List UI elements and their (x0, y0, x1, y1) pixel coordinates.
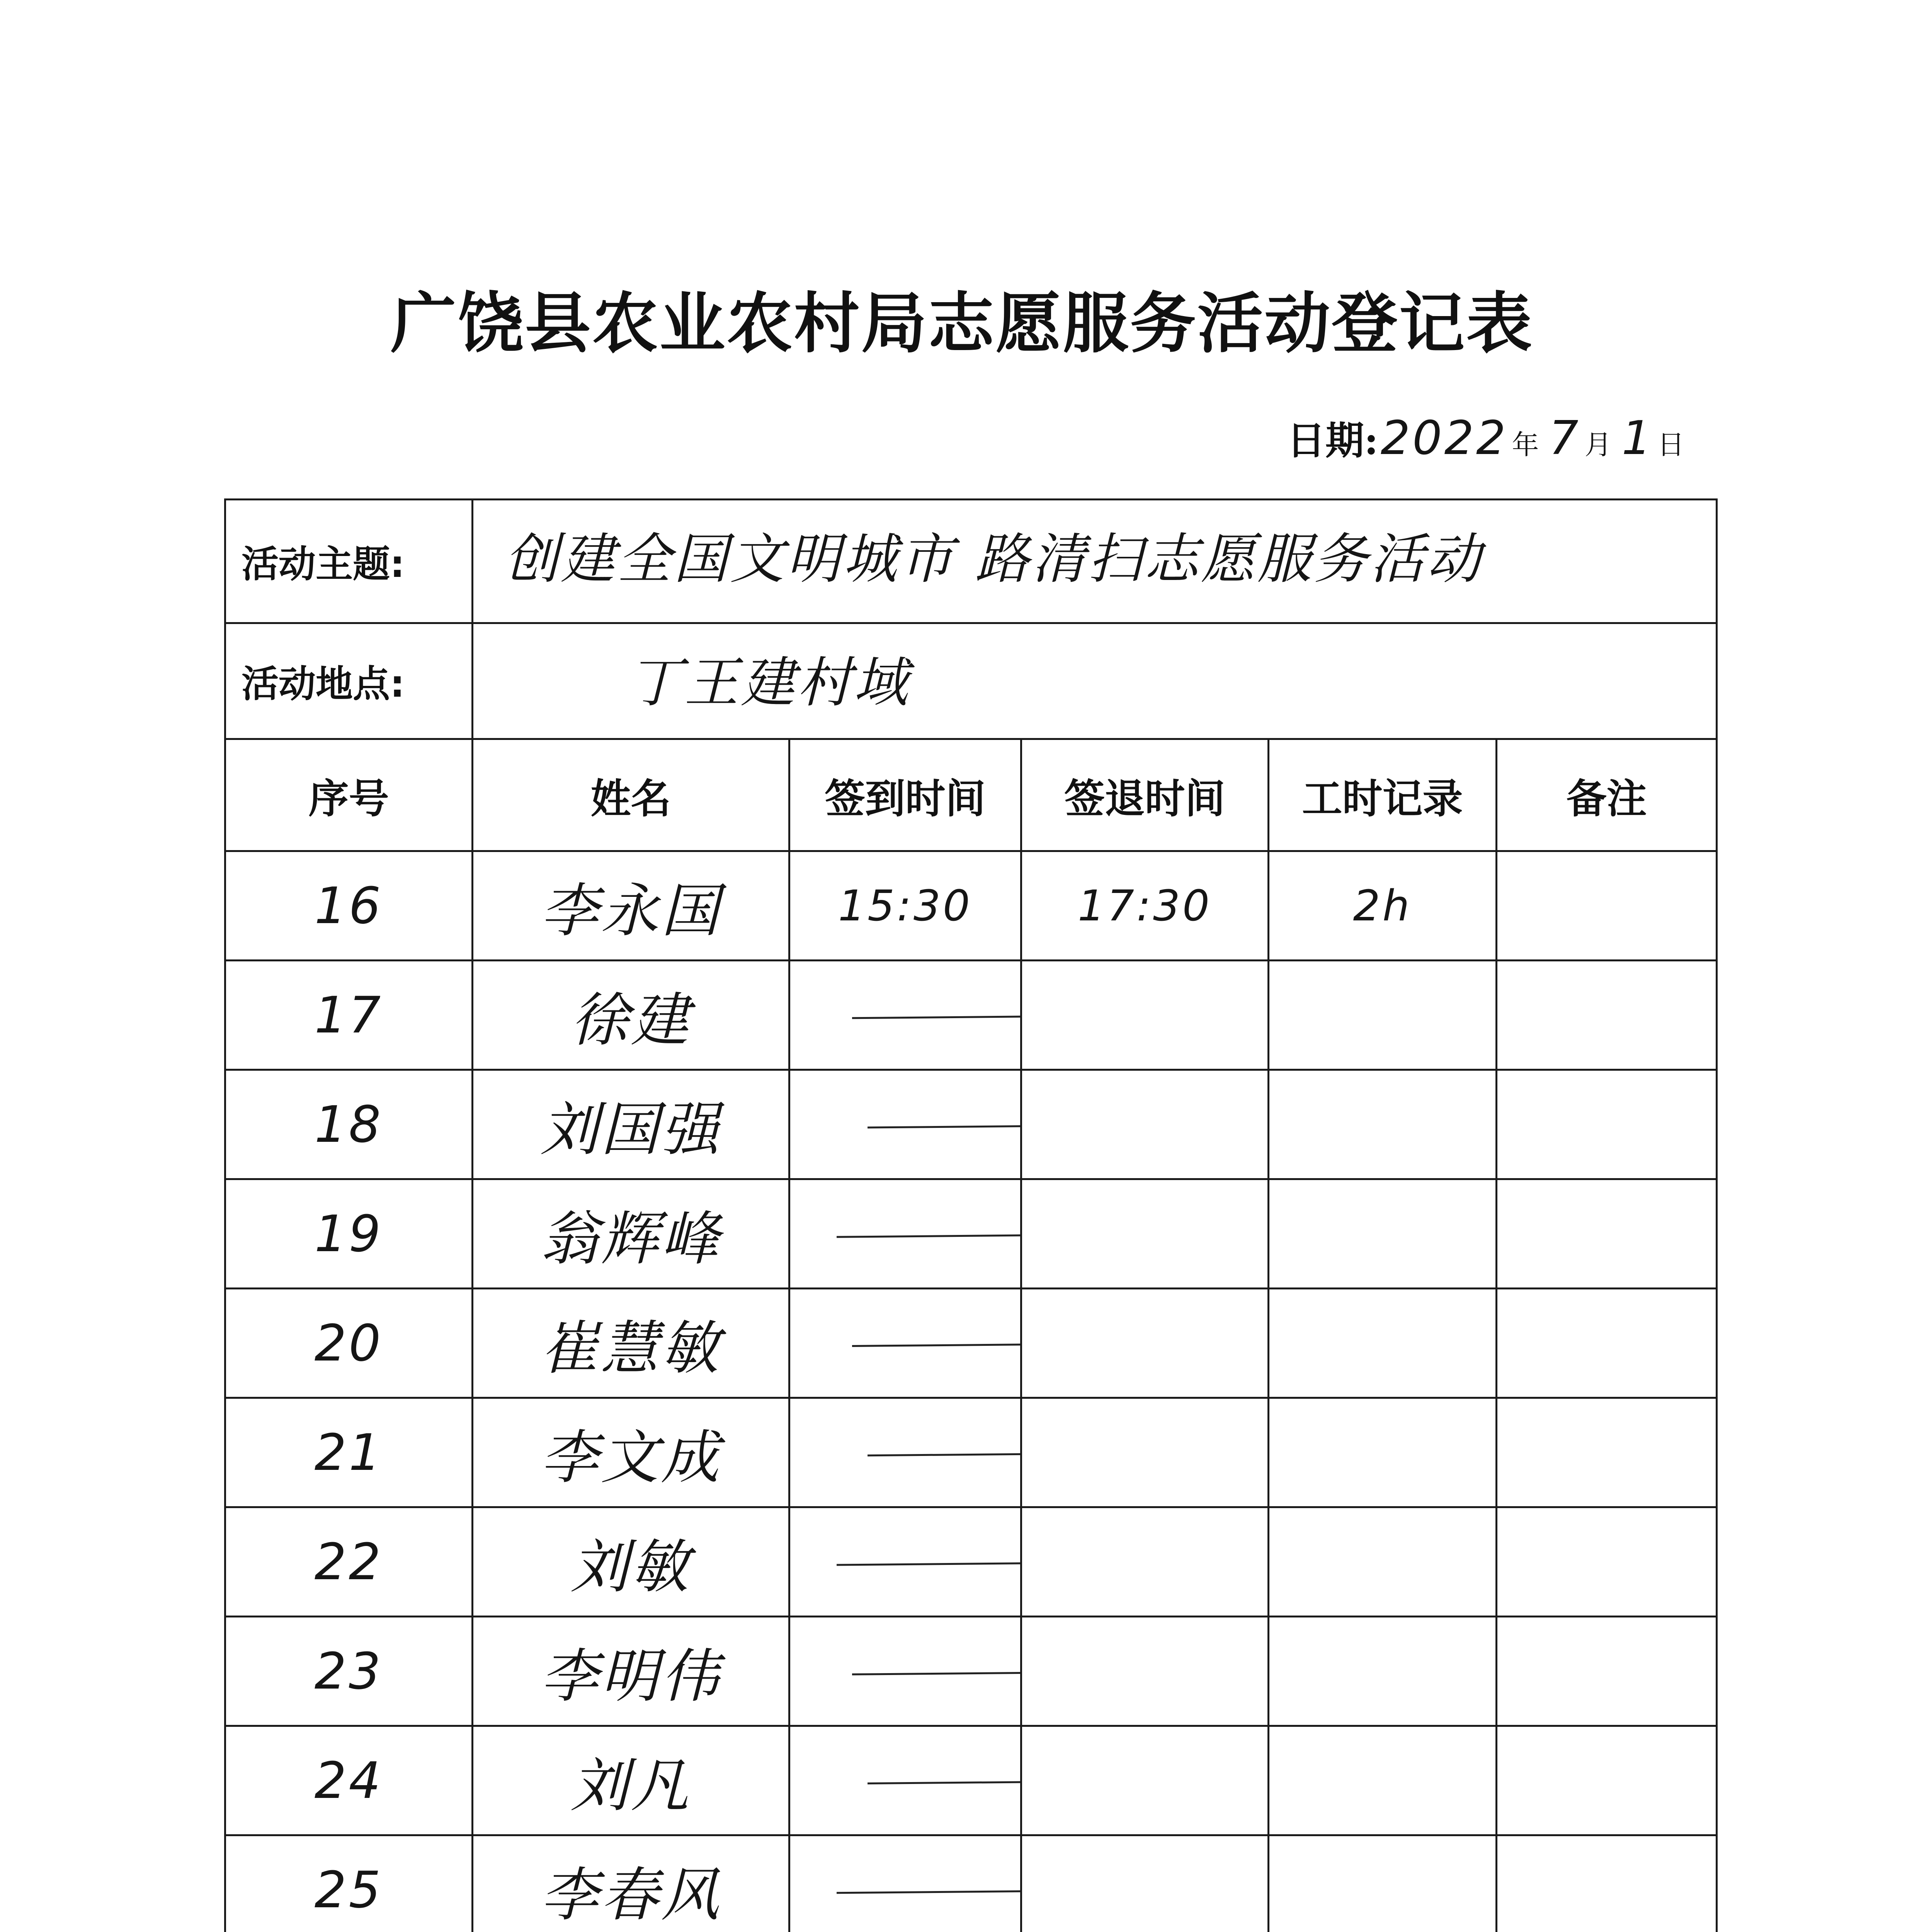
cell-seq: 19 (314, 1204, 383, 1263)
dash-line (852, 1341, 1021, 1347)
cell-remark-box (1497, 1070, 1717, 1179)
cell-hours-box (1269, 1617, 1497, 1726)
cell-sign-in-box (789, 1726, 1021, 1835)
form-title: 广饶县农业农村局志愿服务活动登记表 (390, 285, 1534, 362)
date-line (1287, 410, 1692, 475)
theme-value: 创建全国文明城市 路清扫志愿服务活动 (504, 528, 1483, 591)
cell-seq-box (225, 1726, 473, 1835)
cell-remark-box (1497, 1726, 1717, 1835)
col-header-sign-in: 签到时间 (789, 739, 1021, 851)
cell-name: 刘凡 (570, 1752, 691, 1820)
cell-seq-box (225, 1289, 473, 1398)
table-row (225, 961, 1717, 1070)
cell-seq-box (225, 1179, 473, 1289)
cell-name: 翁辉峰 (540, 1206, 721, 1273)
table-row (225, 1179, 1717, 1289)
cell-hours-box (1269, 1289, 1497, 1398)
date-month-unit: 月 (1584, 429, 1612, 461)
cell-sign-out-box (1021, 1398, 1269, 1507)
cell-remark-box (1497, 851, 1717, 961)
col-header-hours: 工时记录 (1269, 739, 1497, 851)
cell-seq-box (225, 1835, 473, 1932)
cell-sign-in-box (789, 1617, 1021, 1726)
dash-line (868, 1451, 1021, 1457)
location-value-cell (473, 623, 1717, 739)
date-day-unit: 日 (1657, 429, 1685, 461)
cell-seq: 17 (314, 986, 383, 1044)
cell-name: 刘国强 (540, 1096, 721, 1163)
cell-name-box (473, 1835, 789, 1932)
cell-remark-box (1497, 1179, 1717, 1289)
cell-seq-box (225, 1617, 473, 1726)
table-row (225, 1617, 1717, 1726)
cell-sign-in-box (789, 1507, 1021, 1617)
date-year: 2022 (1380, 412, 1508, 465)
cell-name-box (473, 1617, 789, 1726)
cell-seq: 21 (314, 1423, 383, 1482)
cell-name-box (473, 961, 789, 1070)
theme-label: 活动主题: (225, 500, 473, 623)
cell-sign-out-box (1021, 1289, 1269, 1398)
cell-sign-in-box (789, 851, 1021, 961)
cell-name: 李明伟 (540, 1643, 721, 1710)
theme-value-cell (473, 500, 1717, 623)
cell-hours-box (1269, 1507, 1497, 1617)
cell-seq: 18 (314, 1095, 383, 1154)
table-row (225, 1726, 1717, 1835)
cell-hours-box (1269, 961, 1497, 1070)
cell-name: 刘敏 (570, 1534, 691, 1601)
table-row (225, 1835, 1717, 1932)
table-row (225, 1289, 1717, 1398)
cell-hours: 2h (1353, 881, 1412, 930)
table-row (225, 1507, 1717, 1617)
cell-seq-box (225, 961, 473, 1070)
cell-hours-box (1269, 1726, 1497, 1835)
cell-name-box (473, 1289, 789, 1398)
dash-line (852, 1013, 1021, 1019)
date-day: 1 (1621, 412, 1654, 465)
cell-sign-in-box (789, 1289, 1021, 1398)
location-value: 丁王建村域 (628, 651, 910, 714)
dash-line (837, 1560, 1021, 1566)
cell-seq: 20 (314, 1314, 383, 1372)
dash-line (868, 1122, 1021, 1128)
cell-seq: 23 (314, 1642, 383, 1701)
table-row (225, 851, 1717, 961)
table-row (225, 1398, 1717, 1507)
cell-sign-in-box (789, 1070, 1021, 1179)
cell-name: 李永国 (540, 878, 721, 945)
cell-sign-in-box (789, 1835, 1021, 1932)
dash-line (852, 1669, 1021, 1675)
col-header-remark: 备注 (1497, 739, 1717, 851)
cell-remark-box (1497, 1398, 1717, 1507)
cell-sign-out-box (1021, 961, 1269, 1070)
cell-name-box (473, 851, 789, 961)
cell-name: 崔慧敏 (540, 1315, 721, 1382)
cell-hours-box (1269, 1398, 1497, 1507)
cell-name-box (473, 1179, 789, 1289)
cell-sign-in-box (789, 961, 1021, 1070)
date-month: 7 (1549, 412, 1581, 465)
cell-seq-box (225, 851, 473, 961)
cell-seq: 24 (314, 1751, 383, 1810)
cell-sign-out-box (1021, 851, 1269, 961)
cell-sign-in-box (789, 1398, 1021, 1507)
cell-sign-out: 17:30 (1077, 881, 1212, 930)
cell-sign-out-box (1021, 1835, 1269, 1932)
date-label: 日期: (1287, 418, 1378, 463)
table-row (225, 1070, 1717, 1179)
cell-seq: 16 (314, 876, 383, 935)
cell-sign-out-box (1021, 1070, 1269, 1179)
cell-hours-box (1269, 1070, 1497, 1179)
cell-name: 李春风 (540, 1862, 721, 1929)
cell-sign-out-box (1021, 1179, 1269, 1289)
col-header-seq: 序号 (225, 739, 473, 851)
cell-sign-out-box (1021, 1617, 1269, 1726)
cell-remark-box (1497, 961, 1717, 1070)
cell-name: 徐建 (570, 987, 691, 1054)
cell-remark-box (1497, 1507, 1717, 1617)
cell-remark-box (1497, 1835, 1717, 1932)
cell-name-box (473, 1070, 789, 1179)
cell-seq-box (225, 1398, 473, 1507)
dash-line (837, 1231, 1021, 1238)
cell-remark-box (1497, 1617, 1717, 1726)
dash-line (837, 1888, 1021, 1894)
cell-hours-box (1269, 851, 1497, 961)
registration-table (224, 498, 1718, 1932)
col-header-sign-out: 签退时间 (1021, 739, 1269, 851)
cell-name: 李文成 (540, 1424, 721, 1492)
dash-line (868, 1779, 1021, 1784)
cell-seq: 22 (314, 1532, 383, 1591)
cell-hours-box (1269, 1835, 1497, 1932)
col-header-name: 姓名 (473, 739, 789, 851)
cell-sign-in: 15:30 (838, 881, 972, 930)
cell-sign-in-box (789, 1179, 1021, 1289)
cell-sign-out-box (1021, 1507, 1269, 1617)
cell-name-box (473, 1398, 789, 1507)
date-year-unit: 年 (1512, 429, 1539, 461)
cell-sign-out-box (1021, 1726, 1269, 1835)
header-row (225, 739, 1717, 851)
cell-seq-box (225, 1070, 473, 1179)
cell-seq: 25 (314, 1861, 383, 1919)
cell-name-box (473, 1507, 789, 1617)
cell-hours-box (1269, 1179, 1497, 1289)
location-label: 活动地点: (225, 623, 473, 739)
cell-remark-box (1497, 1289, 1717, 1398)
cell-seq-box (225, 1507, 473, 1617)
cell-name-box (473, 1726, 789, 1835)
